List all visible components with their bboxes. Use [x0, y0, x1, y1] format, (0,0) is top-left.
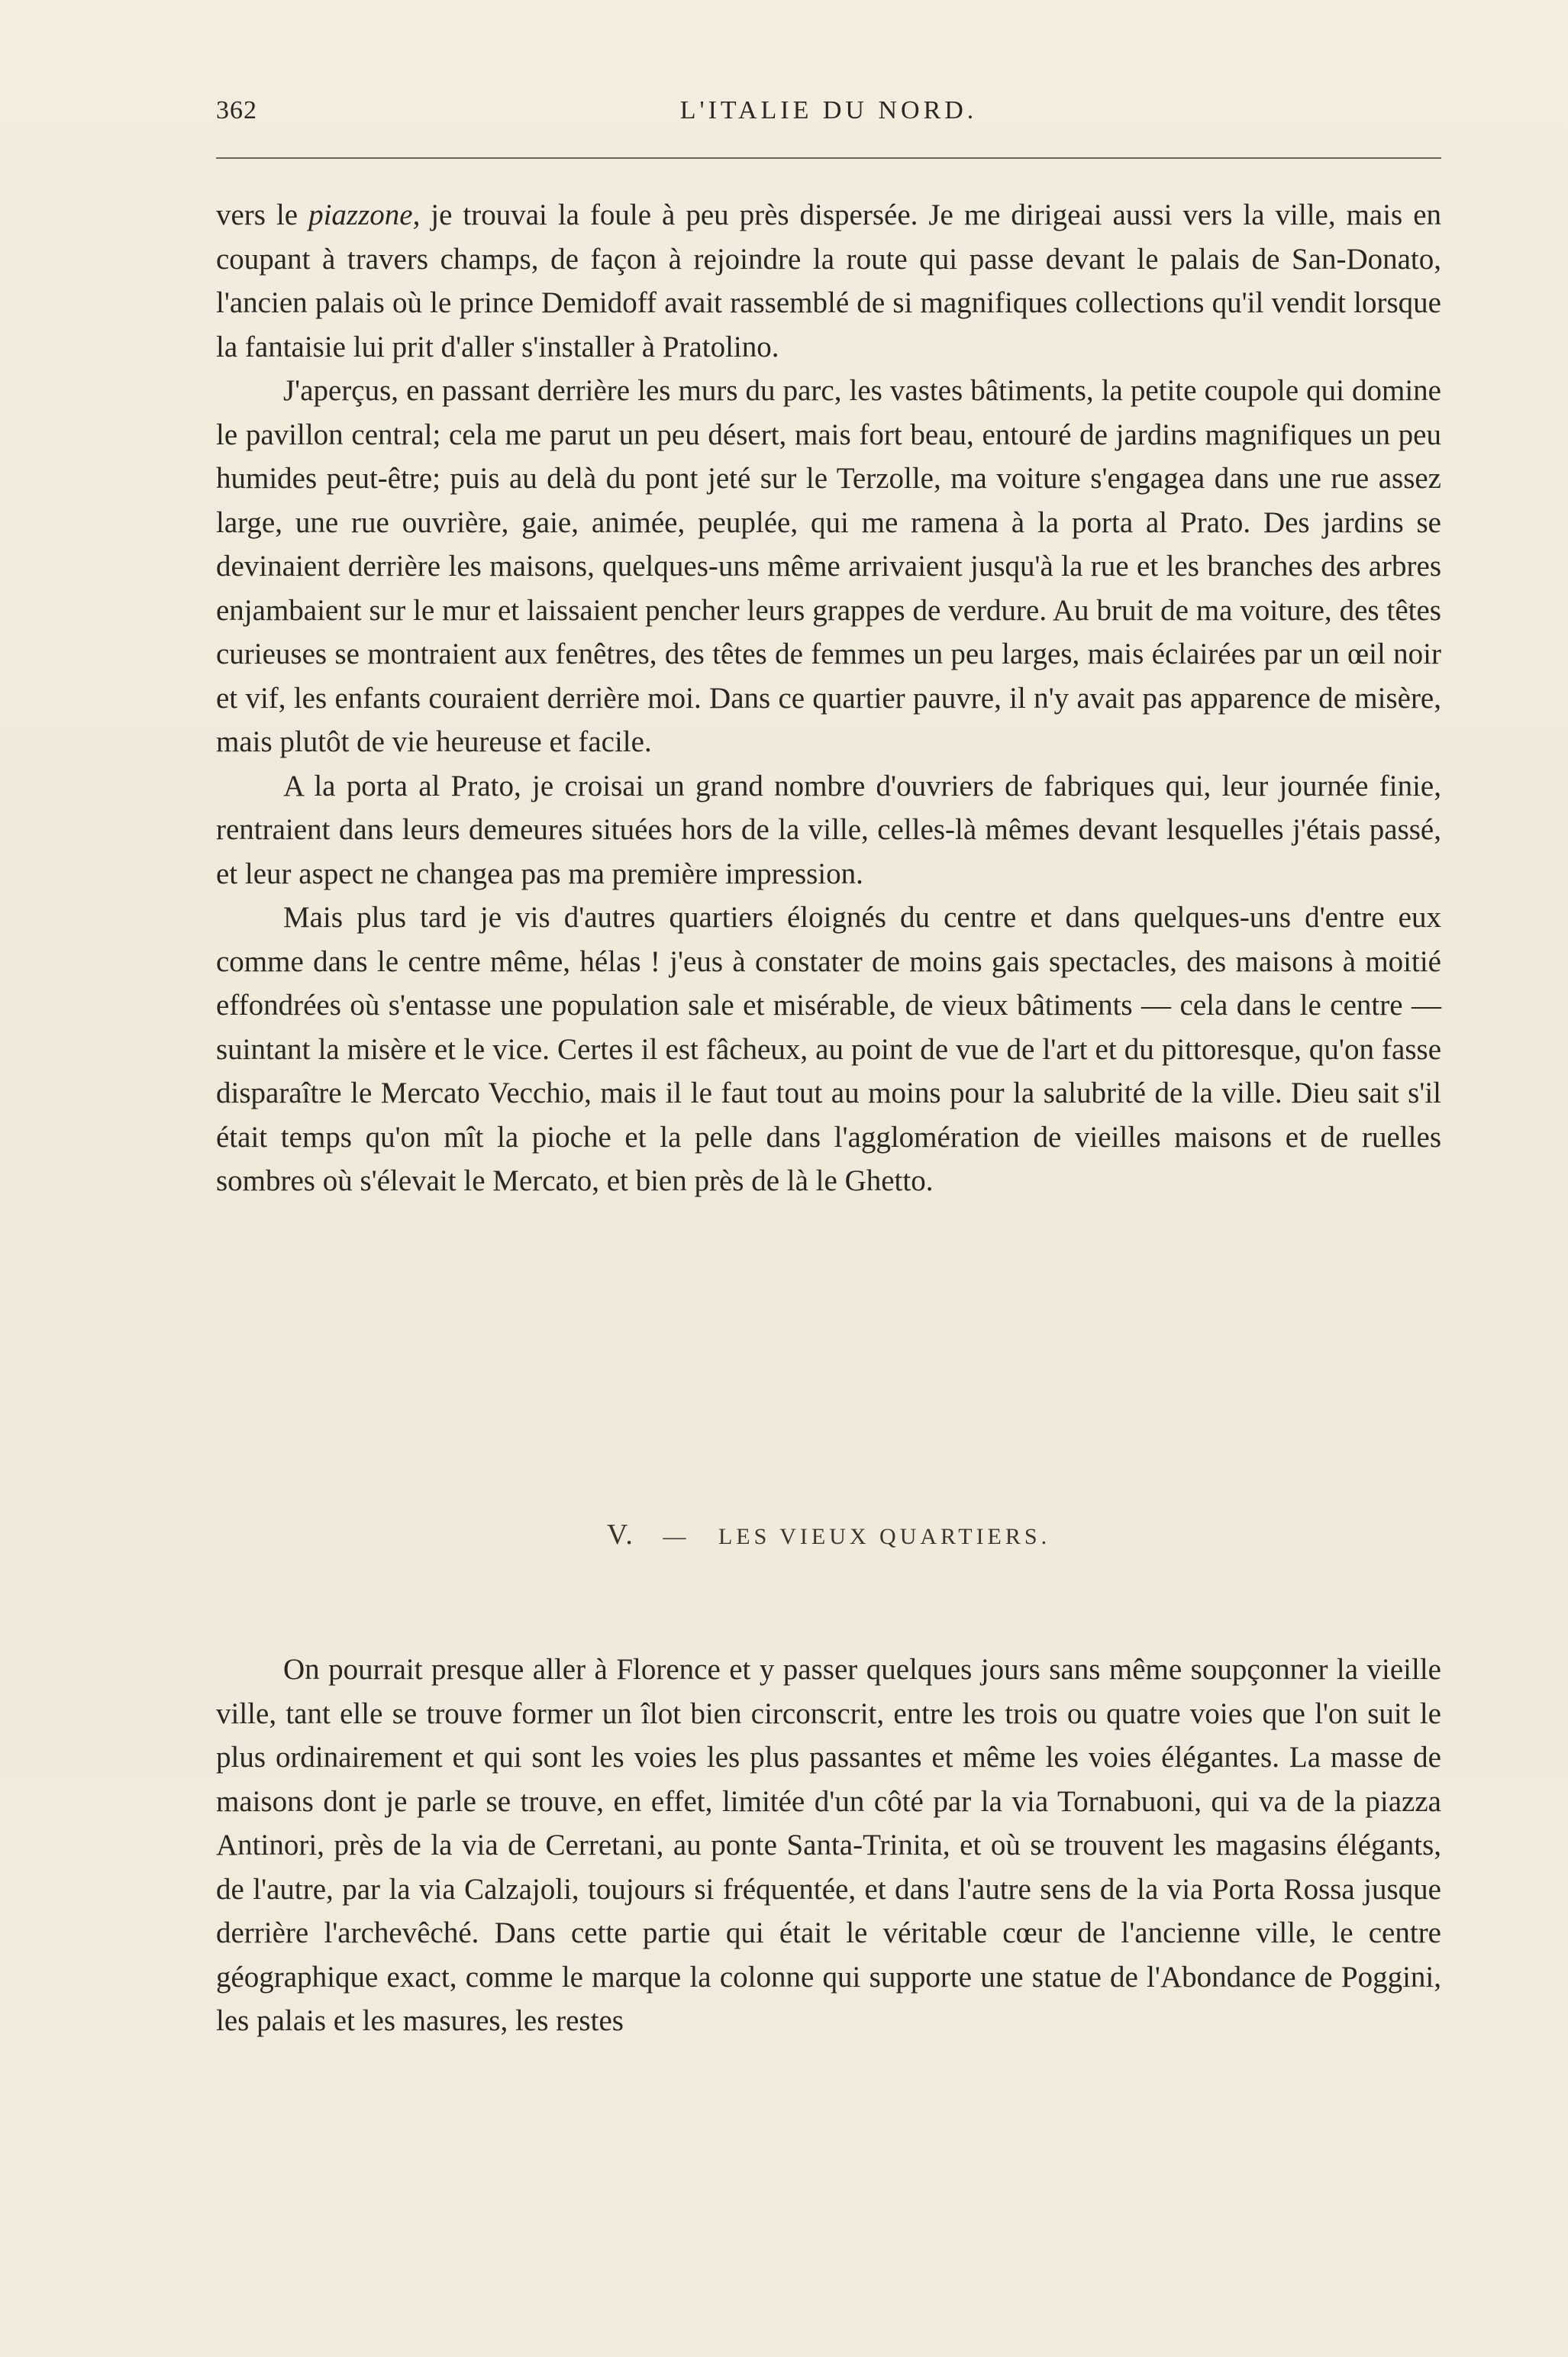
header-rule — [216, 157, 1441, 159]
page-header — [216, 92, 1441, 137]
paragraph — [216, 193, 1441, 369]
paragraph-text: je trouvai la foule à peu près dispersée. Je me dirigeai aussi vers la ville, mais en coupant à travers champs, de façon à rejoindre la route qui passe devant le palais de San-Donato, l'ancien palais où le prince Demidoff avait rassemblé de si magnifiques collections qu'il vendit lorsque la fantaisie lui prit d'aller s'installer à Pratolino. — [216, 199, 1441, 363]
section-heading — [216, 1518, 1441, 1551]
section-title: LES VIEUX QUARTIERS. — [718, 1524, 1051, 1549]
section-number: V. — [606, 1519, 634, 1551]
text-block-after-section — [216, 1648, 1441, 2043]
paragraph: On pourrait presque aller à Florence et y passer quelques jours sans même soupçonner la vieille ville, tant elle se trouve former un îlot bien circonscrit, entre les trois ou quatre voies que l'on suit le plus ordinairement et qui sont les voies les plus passantes et même les voies élégantes. La masse de maisons dont je parle se trouve, en effet, limitée d'un côté par la via Tornabuoni, qui va de la piazza Antinori, près de la via de Cerretani, au ponte Santa-Trinita, et où se trouvent les magasins élégants, de l'autre, par la via Calzajoli, toujours si fréquentée, et dans l'autre sens de la via Porta Rossa jusque derrière l'archevêché. Dans cette partie qui était le véritable cœur de l'ancienne ville, le centre géographique exact, comme le marque la colonne qui supporte une statue de l'Abondance de Poggini, les palais et les masures, les restes — [216, 1653, 1441, 2037]
paragraph-lead: vers le — [216, 199, 309, 231]
paragraph: Mais plus tard je vis d'autres quartiers éloignés du centre et dans quelques-uns d'entre eux comme dans le centre même, hélas ! j'eus à constater de moins gais spectacles, des maisons à moitié effondrées où s'entasse une population sale et misérable, de vieux bâtiments — cela dans le centre — suintant la misère et le vice. Certes il est fâcheux, au point de vue de l'art et du pittoresque, qu'on fasse disparaître le Mercato Vecchio, mais il le faut tout au moins pour la salubrité de la ville. Dieu sait s'il était temps qu'on mît la pioche et la pelle dans l'agglomération de vieilles maisons et de ruelles sombres où s'élevait le Mercato, et bien près de là le Ghetto. — [216, 901, 1441, 1197]
italic-word: piazzone, — [308, 199, 421, 231]
paragraph: J'aperçus, en passant derrière les murs du parc, les vastes bâtiments, la petite coupole qui domine le pavillon central; cela me parut un peu désert, mais fort beau, entouré de jardins magnifiques un peu humides peut-être; puis au delà du pont jeté sur le Terzolle, ma voiture s'engagea dans une rue assez large, une rue ouvrière, gaie, animée, peuplée, qui me ramena à la porta al Prato. Des jardins se devinaient derrière les maisons, quelques-uns même arrivaient jusqu'à la rue et les branches des arbres enjambaient sur le mur et laissaient pencher leurs grappes de verdure. Au bruit de ma voiture, des têtes curieuses se montraient aux fenêtres, des têtes de femmes un peu larges, mais éclairées par un œil noir et vif, les enfants couraient derrière moi. Dans ce quartier pauvre, il n'y avait pas apparence de misère, mais plutôt de vie heureuse et facile. — [216, 374, 1441, 758]
page-number: 362 — [216, 96, 257, 124]
section-dash: — — [663, 1524, 690, 1549]
paragraph: A la porta al Prato, je croisai un grand nombre d'ouvriers de fabriques qui, leur journée finie, rentraient dans leurs demeures situées hors de la ville, celles-là mêmes devant lesquelles j'étais passé, et leur aspect ne changea pas ma première impression. — [216, 769, 1441, 890]
text-block-before-section — [216, 193, 1441, 1203]
running-title: L'ITALIE DU NORD. — [679, 96, 978, 124]
